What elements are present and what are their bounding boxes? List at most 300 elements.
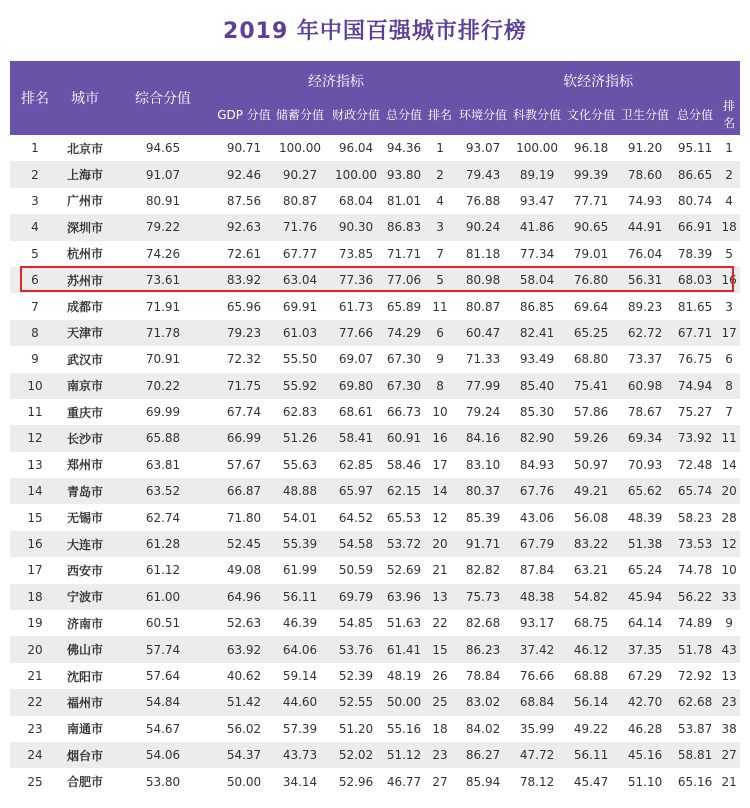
cell-eco-total: 94.36 [384,135,424,161]
cell-city: 青岛市 [60,478,110,504]
cell-soft-rank: 5 [718,241,740,267]
cell-fiscal: 65.97 [328,478,384,504]
cell-soft-rank: 21 [718,768,740,794]
cell-science: 77.34 [510,241,564,267]
cell-health: 56.31 [618,267,672,293]
table-row [10,663,740,689]
cell-soft-rank: 6 [718,346,740,372]
cell-health: 62.72 [618,320,672,346]
cell-overall: 79.22 [110,214,216,240]
cell-culture: 63.21 [564,557,618,583]
table-row [10,478,740,504]
cell-soft-total: 74.78 [672,557,718,583]
cell-overall: 54.67 [110,716,216,742]
cell-gdp: 40.62 [216,663,272,689]
cell-fiscal: 100.00 [328,161,384,187]
cell-soft-rank: 2 [718,161,740,187]
cell-health: 48.39 [618,504,672,530]
cell-health: 45.16 [618,742,672,768]
cell-fiscal: 52.96 [328,768,384,794]
cell-eco-rank: 11 [424,293,456,319]
cell-environment: 85.94 [456,768,510,794]
cell-science: 48.38 [510,584,564,610]
cell-health: 37.35 [618,636,672,662]
cell-science: 67.76 [510,478,564,504]
cell-gdp: 51.42 [216,689,272,715]
header-overall: 综合分值 [110,61,216,135]
cell-overall: 74.26 [110,241,216,267]
cell-overall: 63.52 [110,478,216,504]
header-soft-rank: 排名 [718,93,740,135]
cell-eco-rank: 14 [424,478,456,504]
cell-fiscal: 90.30 [328,214,384,240]
cell-science: 89.19 [510,161,564,187]
cell-rank: 20 [10,636,60,662]
header-science: 科教分值 [510,93,564,135]
cell-gdp: 54.37 [216,742,272,768]
cell-science: 43.06 [510,504,564,530]
cell-culture: 56.11 [564,742,618,768]
table-row [10,504,740,530]
cell-rank: 25 [10,768,60,794]
cell-fiscal: 51.20 [328,716,384,742]
cell-overall: 73.61 [110,267,216,293]
cell-science: 100.00 [510,135,564,161]
table-row [10,742,740,768]
cell-environment: 86.23 [456,636,510,662]
cell-soft-total: 76.75 [672,346,718,372]
cell-culture: 56.14 [564,689,618,715]
cell-eco-total: 74.29 [384,320,424,346]
cell-fiscal: 68.04 [328,188,384,214]
cell-gdp: 71.75 [216,373,272,399]
cell-rank: 6 [10,267,60,293]
cell-health: 65.24 [618,557,672,583]
table-row [10,716,740,742]
cell-overall: 54.84 [110,689,216,715]
cell-overall: 61.12 [110,557,216,583]
cell-savings: 61.03 [272,320,328,346]
cell-rank: 23 [10,716,60,742]
cell-soft-rank: 38 [718,716,740,742]
cell-savings: 55.92 [272,373,328,399]
cell-culture: 49.21 [564,478,618,504]
cell-eco-total: 55.16 [384,716,424,742]
cell-environment: 75.73 [456,584,510,610]
cell-culture: 69.64 [564,293,618,319]
table-row [10,241,740,267]
cell-culture: 96.18 [564,135,618,161]
cell-city: 武汉市 [60,346,110,372]
cell-eco-total: 67.30 [384,346,424,372]
table-row [10,267,740,293]
cell-overall: 57.64 [110,663,216,689]
cell-environment: 84.16 [456,425,510,451]
cell-gdp: 72.61 [216,241,272,267]
cell-health: 51.38 [618,531,672,557]
cell-soft-total: 72.48 [672,452,718,478]
cell-savings: 90.27 [272,161,328,187]
cell-savings: 61.99 [272,557,328,583]
cell-culture: 77.71 [564,188,618,214]
cell-city: 广州市 [60,188,110,214]
cell-science: 37.42 [510,636,564,662]
cell-fiscal: 77.36 [328,267,384,293]
cell-savings: 55.63 [272,452,328,478]
cell-environment: 79.43 [456,161,510,187]
cell-culture: 59.26 [564,425,618,451]
cell-health: 76.04 [618,241,672,267]
cell-overall: 71.78 [110,320,216,346]
cell-health: 70.93 [618,452,672,478]
cell-fiscal: 64.52 [328,504,384,530]
cell-environment: 82.82 [456,557,510,583]
cell-overall: 63.81 [110,452,216,478]
cell-soft-total: 78.39 [672,241,718,267]
cell-rank: 14 [10,478,60,504]
cell-science: 78.12 [510,768,564,794]
cell-rank: 17 [10,557,60,583]
cell-fiscal: 54.58 [328,531,384,557]
cell-city: 宁波市 [60,584,110,610]
cell-soft-total: 75.27 [672,399,718,425]
cell-city: 南通市 [60,716,110,742]
cell-city: 长沙市 [60,425,110,451]
cell-culture: 54.82 [564,584,618,610]
cell-health: 65.62 [618,478,672,504]
cell-eco-rank: 17 [424,452,456,478]
cell-savings: 51.26 [272,425,328,451]
cell-eco-rank: 27 [424,768,456,794]
cell-soft-rank: 28 [718,504,740,530]
cell-city: 重庆市 [60,399,110,425]
cell-gdp: 65.96 [216,293,272,319]
header-soft-total: 总分值 [672,93,718,135]
cell-overall: 62.74 [110,504,216,530]
cell-rank: 9 [10,346,60,372]
cell-fiscal: 53.76 [328,636,384,662]
cell-health: 67.29 [618,663,672,689]
cell-city: 烟台市 [60,742,110,768]
table-row [10,214,740,240]
cell-rank: 21 [10,663,60,689]
cell-environment: 78.84 [456,663,510,689]
cell-savings: 64.06 [272,636,328,662]
cell-eco-total: 48.19 [384,663,424,689]
cell-gdp: 56.02 [216,716,272,742]
cell-culture: 75.41 [564,373,618,399]
cell-soft-total: 74.89 [672,610,718,636]
table-row [10,557,740,583]
cell-fiscal: 52.02 [328,742,384,768]
cell-fiscal: 50.59 [328,557,384,583]
cell-science: 76.66 [510,663,564,689]
cell-soft-rank: 13 [718,663,740,689]
cell-soft-rank: 27 [718,742,740,768]
cell-city: 苏州市 [60,267,110,293]
cell-eco-rank: 9 [424,346,456,372]
cell-eco-rank: 3 [424,214,456,240]
cell-savings: 34.14 [272,768,328,794]
cell-eco-rank: 18 [424,716,456,742]
cell-city: 济南市 [60,610,110,636]
cell-gdp: 63.92 [216,636,272,662]
cell-soft-total: 81.65 [672,293,718,319]
cell-rank: 11 [10,399,60,425]
cell-fiscal: 62.85 [328,452,384,478]
cell-health: 45.94 [618,584,672,610]
cell-eco-rank: 12 [424,504,456,530]
cell-environment: 80.37 [456,478,510,504]
cell-science: 87.84 [510,557,564,583]
cell-soft-rank: 18 [718,214,740,240]
header-economic-group: 经济指标 [216,61,456,93]
table-row [10,584,740,610]
cell-rank: 18 [10,584,60,610]
cell-rank: 12 [10,425,60,451]
cell-rank: 10 [10,373,60,399]
cell-soft-rank: 43 [718,636,740,662]
cell-eco-total: 65.89 [384,293,424,319]
table-row [10,452,740,478]
cell-savings: 69.91 [272,293,328,319]
cell-soft-rank: 3 [718,293,740,319]
cell-city: 上海市 [60,161,110,187]
cell-eco-rank: 22 [424,610,456,636]
cell-soft-total: 65.16 [672,768,718,794]
page-title: 2019 年中国百强城市排行榜 [223,19,527,44]
cell-science: 86.85 [510,293,564,319]
cell-overall: 69.99 [110,399,216,425]
cell-savings: 100.00 [272,135,328,161]
cell-eco-total: 62.15 [384,478,424,504]
cell-environment: 80.98 [456,267,510,293]
cell-environment: 83.10 [456,452,510,478]
cell-soft-rank: 7 [718,399,740,425]
header-culture: 文化分值 [564,93,618,135]
cell-eco-rank: 7 [424,241,456,267]
header-eco-total: 总分值 [384,93,424,135]
cell-environment: 93.07 [456,135,510,161]
cell-fiscal: 54.85 [328,610,384,636]
cell-city: 深圳市 [60,214,110,240]
table-row [10,531,740,557]
cell-health: 46.28 [618,716,672,742]
table-row [10,425,740,451]
cell-city: 郑州市 [60,452,110,478]
cell-eco-rank: 6 [424,320,456,346]
cell-gdp: 79.23 [216,320,272,346]
cell-eco-total: 58.46 [384,452,424,478]
cell-eco-rank: 23 [424,742,456,768]
cell-gdp: 49.08 [216,557,272,583]
cell-soft-total: 73.92 [672,425,718,451]
cell-soft-rank: 14 [718,452,740,478]
cell-culture: 65.25 [564,320,618,346]
cell-environment: 91.71 [456,531,510,557]
cell-gdp: 71.80 [216,504,272,530]
cell-fiscal: 68.61 [328,399,384,425]
cell-science: 84.93 [510,452,564,478]
table-row [10,689,740,715]
cell-savings: 71.76 [272,214,328,240]
cell-savings: 54.01 [272,504,328,530]
cell-eco-rank: 5 [424,267,456,293]
cell-soft-total: 80.74 [672,188,718,214]
cell-eco-total: 51.12 [384,742,424,768]
cell-city: 西安市 [60,557,110,583]
cell-health: 51.10 [618,768,672,794]
cell-gdp: 64.96 [216,584,272,610]
cell-gdp: 90.71 [216,135,272,161]
cell-soft-total: 66.91 [672,214,718,240]
cell-eco-rank: 1 [424,135,456,161]
cell-eco-total: 77.06 [384,267,424,293]
cell-fiscal: 52.55 [328,689,384,715]
cell-environment: 85.39 [456,504,510,530]
cell-fiscal: 69.80 [328,373,384,399]
cell-environment: 84.02 [456,716,510,742]
cell-health: 89.23 [618,293,672,319]
cell-environment: 76.88 [456,188,510,214]
cell-overall: 65.88 [110,425,216,451]
cell-culture: 57.86 [564,399,618,425]
cell-culture: 49.22 [564,716,618,742]
cell-soft-rank: 12 [718,531,740,557]
cell-soft-rank: 9 [718,610,740,636]
cell-eco-total: 67.30 [384,373,424,399]
cell-health: 44.91 [618,214,672,240]
cell-health: 69.34 [618,425,672,451]
cell-eco-total: 81.01 [384,188,424,214]
cell-soft-rank: 10 [718,557,740,583]
cell-culture: 45.47 [564,768,618,794]
cell-savings: 63.04 [272,267,328,293]
cell-culture: 79.01 [564,241,618,267]
cell-soft-total: 53.87 [672,716,718,742]
cell-city: 合肥市 [60,768,110,794]
cell-eco-total: 71.71 [384,241,424,267]
cell-rank: 13 [10,452,60,478]
cell-city: 北京市 [60,135,110,161]
table-row [10,293,740,319]
cell-rank: 19 [10,610,60,636]
cell-eco-rank: 20 [424,531,456,557]
cell-environment: 81.18 [456,241,510,267]
cell-health: 91.20 [618,135,672,161]
cell-overall: 70.91 [110,346,216,372]
cell-overall: 61.00 [110,584,216,610]
cell-eco-rank: 25 [424,689,456,715]
cell-city: 沈阳市 [60,663,110,689]
cell-soft-total: 62.68 [672,689,718,715]
cell-soft-rank: 16 [718,267,740,293]
table-row [10,346,740,372]
cell-soft-rank: 23 [718,689,740,715]
cell-environment: 86.27 [456,742,510,768]
cell-science: 85.40 [510,373,564,399]
cell-science: 93.47 [510,188,564,214]
cell-health: 64.14 [618,610,672,636]
cell-eco-total: 51.63 [384,610,424,636]
cell-gdp: 52.45 [216,531,272,557]
table-header [10,61,740,135]
cell-culture: 90.65 [564,214,618,240]
cell-culture: 68.80 [564,346,618,372]
header-gdp: GDP 分值 [216,93,272,135]
cell-science: 82.90 [510,425,564,451]
cell-gdp: 66.87 [216,478,272,504]
cell-soft-total: 95.11 [672,135,718,161]
cell-soft-total: 51.78 [672,636,718,662]
cell-overall: 61.28 [110,531,216,557]
cell-culture: 50.97 [564,452,618,478]
cell-gdp: 67.74 [216,399,272,425]
cell-fiscal: 61.73 [328,293,384,319]
cell-health: 74.93 [618,188,672,214]
cell-eco-rank: 2 [424,161,456,187]
cell-fiscal: 73.85 [328,241,384,267]
cell-rank: 8 [10,320,60,346]
table-row [10,135,740,161]
table-row [10,768,740,794]
cell-culture: 46.12 [564,636,618,662]
cell-rank: 1 [10,135,60,161]
cell-science: 47.72 [510,742,564,768]
cell-soft-total: 73.53 [672,531,718,557]
header-eco-rank: 排名 [424,93,456,135]
cell-gdp: 52.63 [216,610,272,636]
cell-soft-total: 74.94 [672,373,718,399]
cell-overall: 94.65 [110,135,216,161]
cell-environment: 79.24 [456,399,510,425]
cell-science: 93.49 [510,346,564,372]
cell-gdp: 57.67 [216,452,272,478]
ranking-table-container [10,61,740,795]
table-row [10,188,740,214]
cell-science: 35.99 [510,716,564,742]
cell-rank: 3 [10,188,60,214]
cell-savings: 55.50 [272,346,328,372]
cell-soft-total: 58.23 [672,504,718,530]
cell-science: 68.84 [510,689,564,715]
cell-savings: 62.83 [272,399,328,425]
cell-science: 85.30 [510,399,564,425]
cell-culture: 76.80 [564,267,618,293]
table-row [10,161,740,187]
cell-rank: 5 [10,241,60,267]
header-environment: 环境分值 [456,93,510,135]
cell-rank: 2 [10,161,60,187]
cell-culture: 56.08 [564,504,618,530]
cell-soft-total: 56.22 [672,584,718,610]
cell-eco-total: 86.83 [384,214,424,240]
cell-fiscal: 77.66 [328,320,384,346]
cell-eco-rank: 15 [424,636,456,662]
cell-eco-total: 50.00 [384,689,424,715]
cell-savings: 67.77 [272,241,328,267]
cell-rank: 15 [10,504,60,530]
cell-overall: 70.22 [110,373,216,399]
cell-city: 杭州市 [60,241,110,267]
cell-city: 大连市 [60,531,110,557]
cell-eco-total: 53.72 [384,531,424,557]
cell-overall: 60.51 [110,610,216,636]
cell-rank: 16 [10,531,60,557]
cell-eco-total: 93.80 [384,161,424,187]
cell-environment: 82.68 [456,610,510,636]
cell-overall: 53.80 [110,768,216,794]
